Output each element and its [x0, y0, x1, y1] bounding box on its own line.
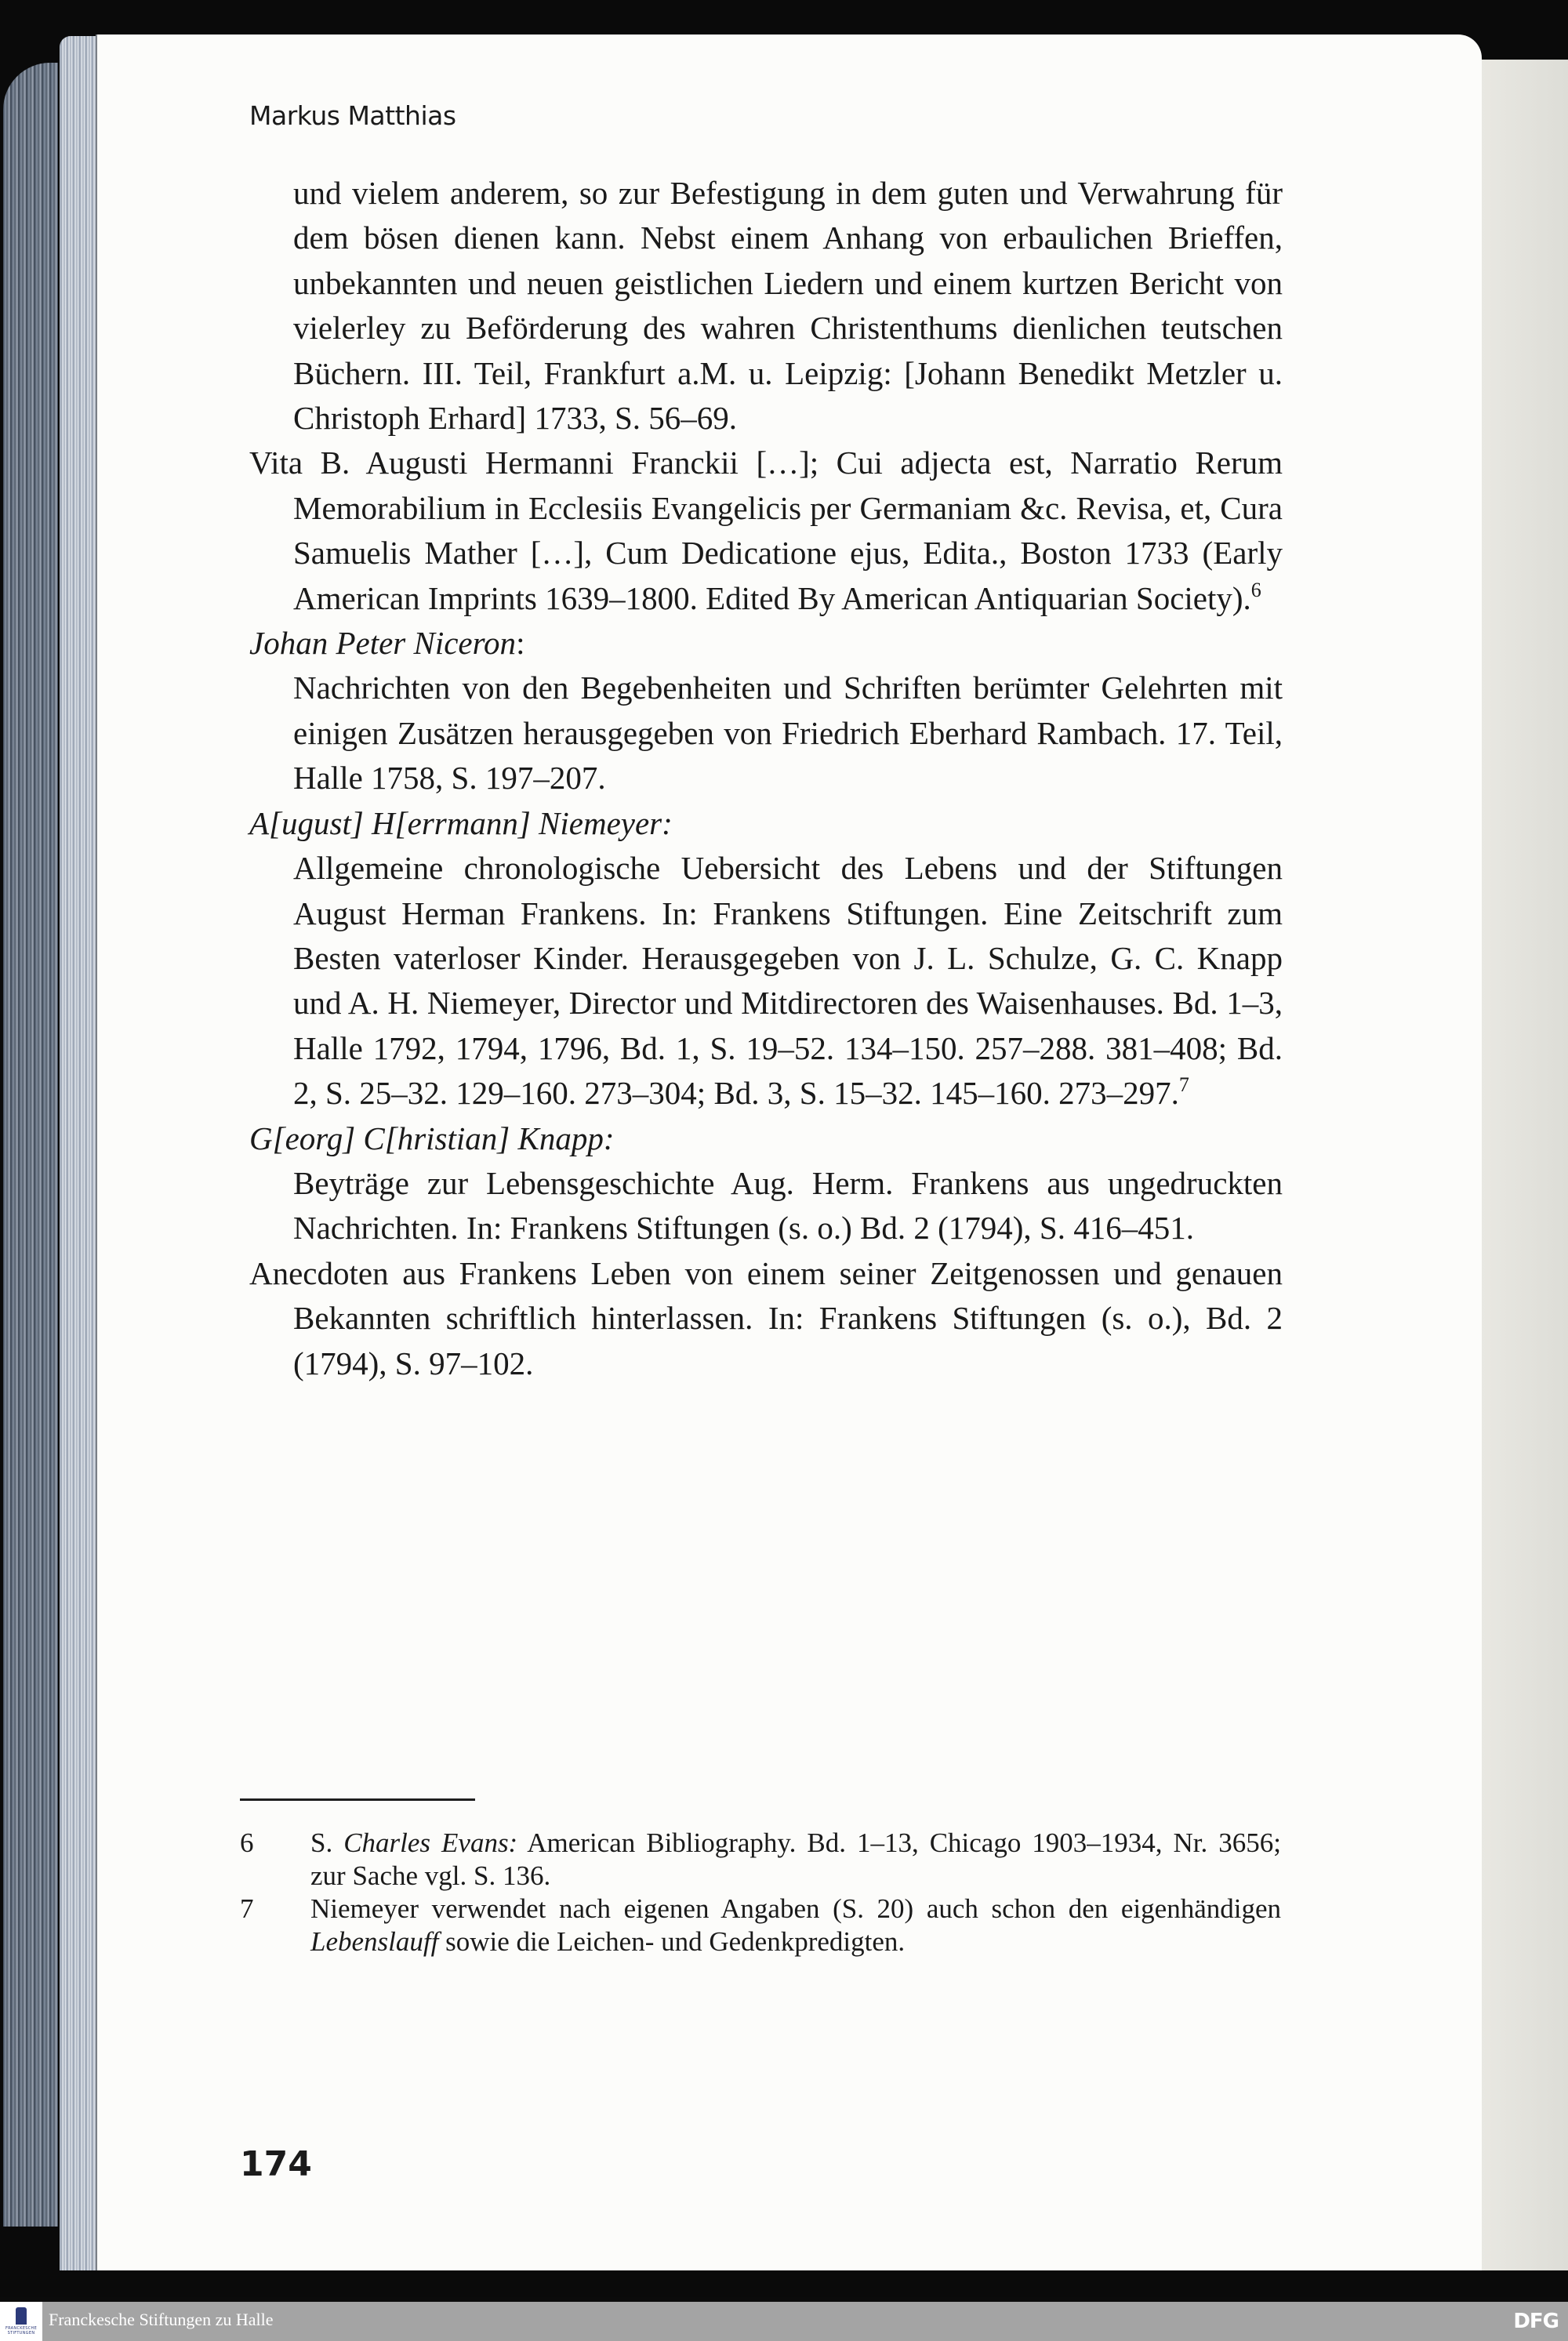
footnote-number: 7 [240, 1893, 254, 1924]
bib-entry: Vita B. Augusti Hermanni Franckii […]; Cui adjecta est, Narratio Rerum Memorabilium in Ecclesiis Evangelicis per Germaniam &c. Revisa, et, Cura Samuelis Mather […], Cum Dedicatione ejus, Edita., Boston 1733 (Early American Imprints 1639–1800. Edited By American Antiquarian Society).$^6$ [249, 445, 1283, 616]
running-head: Markus Matthias [249, 100, 456, 131]
bib-subentry: Beyträge zur Lebensgeschichte Aug. Herm. Frankens aus ungedruckten Nachrichten. In: Frankens Stiftungen (s. o.) Bd. 2 (1794), S. 416–451. [293, 1164, 1283, 1247]
institution-logo[interactable]: FRANCKESCHE STIFTUNGEN [0, 2302, 42, 2341]
footnote-rule [240, 1798, 475, 1801]
footnote: 6 S. Charles Evans: American Bibliography. Bd. 1–13, Chicago 1903–1934, Nr. 3656; zur Sache vgl. S. 136. [240, 1827, 1281, 1891]
logo-figure-icon [16, 2307, 27, 2325]
page-number: 174 [240, 2144, 312, 2184]
facing-page-edge [1479, 60, 1568, 2270]
footnote-ref[interactable]: 6 [1250, 578, 1261, 601]
bib-author: A[ugust] H[errmann] Niemeyer: [249, 804, 673, 841]
footnotes [240, 1827, 1281, 1958]
book-page-edges-inner [60, 36, 96, 2270]
footnote-number: 6 [240, 1827, 254, 1858]
bib-subentry: Nachrichten von den Begebenheiten und Schriften berümter Gelehrten mit einigen Zusätzen herausgegeben von Friedrich Eberhard Rambach. 17. Teil, Halle 1758, S. 197–207. [293, 670, 1283, 797]
footnote: 7 Niemeyer verwendet nach eigenen Angaben (S. 20) auch schon den eigenhändigen Lebenslauff sowie die Leichen- und Gedenkpredigten. [240, 1893, 1281, 1957]
bib-entry-continued: und vielem anderem, so zur Befestigung in dem guten und Verwahrung für dem bösen dienen kann. Nebst einem Anhang von erbaulichen Brieffen, unbekannten und neuen geistlichen Liedern und einem kurtzen Bericht von vielerley zu Beförderung des wahren Christenthums dienlichen teutschen Büchern. III. Teil, Frankfurt a.M. u. Leipzig: [Johann Benedikt Metzler u. Christoph Erhard] 1733, S. 56–69. [293, 175, 1283, 437]
bib-author: G[eorg] C[hristian] Knapp: [249, 1120, 615, 1156]
book-page-edges [3, 63, 58, 2227]
bibliography-body [249, 171, 1283, 1386]
institution-name[interactable]: Franckesche Stiftungen zu Halle [49, 2310, 274, 2329]
dfg-logo[interactable]: DFG [1513, 2310, 1559, 2333]
footnote-ref[interactable]: 7 [1178, 1073, 1189, 1097]
bib-author: Johan Peter Niceron: [249, 625, 525, 662]
bib-subentry: Allgemeine chronologische Uebersicht des Lebens und der Stiftungen August Herman Frankens. In: Frankens Stiftungen. Eine Zeitschrift zum Besten vaterloser Kinder. Herausgegeben von J. L. Schulze, G. C. Knapp und A. H. Niemeyer, Director und Mitdirectoren des Waisenhauses. Bd. 1–3, Halle 1792, 1794, 1796, Bd. 1, S. 19–52. 134–150. 257–288. 381–408; Bd. 2, S. 25–32. 129–160. 273–304; Bd. 3, S. 15–32. 145–160. 273–297.$^7$ [293, 850, 1283, 1112]
bib-entry: Anecdoten aus Frankens Leben von einem seiner Zeitgenossen und genauen Bekannten schriftlich hinterlassen. In: Frankens Stiftungen (s. o.), Bd. 2 (1794), S. 97–102. [249, 1254, 1283, 1381]
